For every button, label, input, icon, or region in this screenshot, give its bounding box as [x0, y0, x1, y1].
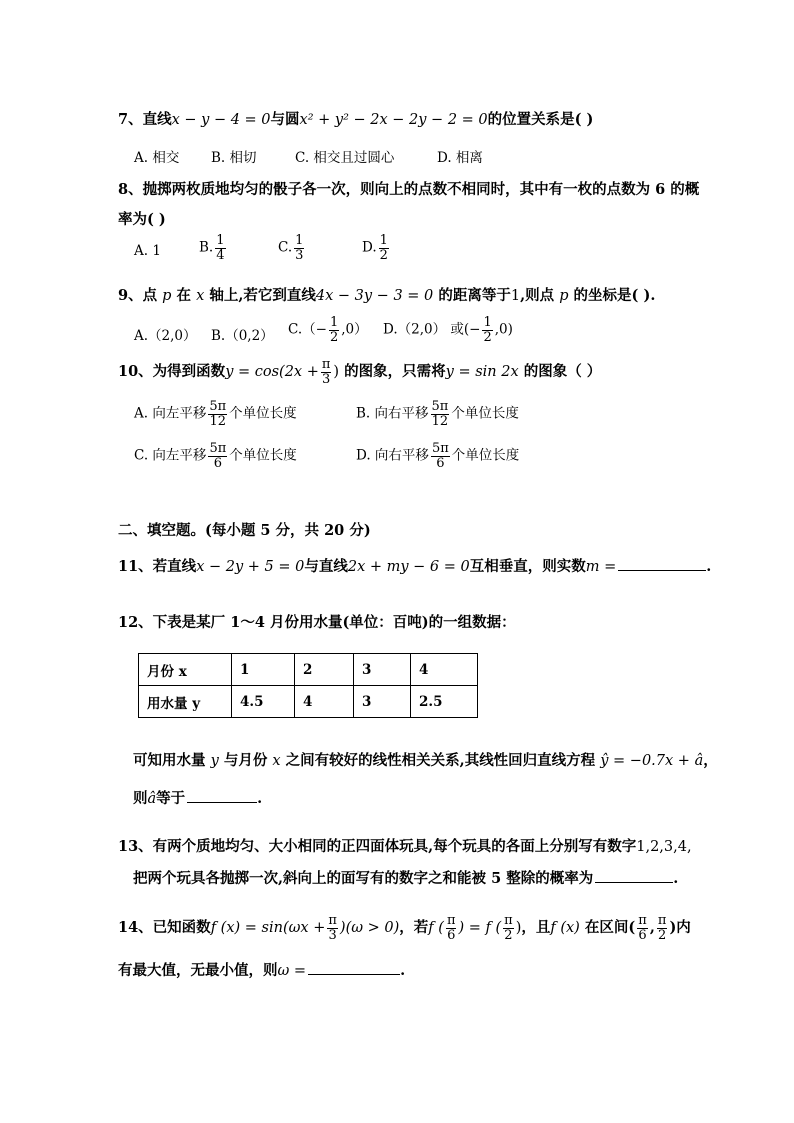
- q14-line2: 有最大值，无最小值，则ω = .: [118, 962, 406, 979]
- q7-circle-expr: x² + y² − 2x − 2y − 2 = 0: [299, 112, 488, 128]
- q11-answer-blank[interactable]: [618, 556, 706, 571]
- table-row: [139, 654, 478, 686]
- q9-option-c: C.（− $\frac{1}{2}$ ,0）: [288, 315, 368, 345]
- q10-option-d: D. 向右平移 $\frac{5\pi}{6}$ 个单位长度: [356, 441, 520, 471]
- q7-option-b: B. 相切: [211, 150, 257, 166]
- q10-option-c-fraction: $\frac{5\pi}{6}$: [209, 441, 227, 471]
- q13-line1: 13、有两个质地均匀、大小相同的正四面体玩具,每个玩具的各面上分别写有数字1,2,3,4,: [118, 838, 692, 855]
- q8-option-c-fraction: $\frac{1}{3}$: [295, 233, 304, 263]
- q7-option-c: C. 相交且过圆心: [295, 150, 395, 166]
- q10-option-b-fraction: $\frac{5\pi}{12}$: [431, 399, 449, 429]
- q8-option-b-fraction: $\frac{1}{4}$: [216, 233, 225, 263]
- table-cell: 3: [354, 654, 411, 686]
- water-usage-table: [138, 653, 478, 718]
- q8-option-b: B. $\frac{1}{4}$: [199, 233, 225, 263]
- q9-stem: 9、点 p 在 x 轴上,若它到直线4x − 3y − 3 = 0 的距离等于1,则点 p 的坐标是( ).: [118, 287, 656, 304]
- q7-option-a: A. 相交: [134, 150, 180, 166]
- q10-option-b: B. 向右平移 $\frac{5\pi}{12}$ 个单位长度: [356, 399, 519, 429]
- q8-line1: 8、抛掷两枚质地均匀的骰子各一次，则向上的点数不相同时，其中有一枚的点数为 6 的概: [118, 181, 700, 198]
- table-cell: 4.5: [232, 686, 295, 718]
- q10-option-c: C. 向左平移 $\frac{5\pi}{6}$ 个单位长度: [134, 441, 297, 471]
- q8-option-d: D. $\frac{1}{2}$: [362, 233, 388, 263]
- table-cell: 用水量 y: [139, 686, 232, 718]
- q10-func-fraction: $\frac{\pi}{3}$: [321, 357, 331, 387]
- q8-option-d-fraction: $\frac{1}{2}$: [379, 233, 388, 263]
- q13-line2: 把两个玩具各抛掷一次,斜向上的面写有的数字之和能被 5 整除的概率为 .: [133, 870, 679, 887]
- q14-f1-fraction: $\frac{\pi}{6}$: [446, 913, 456, 943]
- q14-answer-blank[interactable]: [308, 960, 400, 975]
- section-heading: 二、填空题。(每小题 5 分，共 20 分): [118, 522, 371, 539]
- table-cell: 2: [295, 654, 354, 686]
- table-cell: 4: [411, 654, 478, 686]
- q10-option-a: A. 向左平移 $\frac{5\pi}{12}$ 个单位长度: [134, 399, 297, 429]
- table-row: [139, 686, 478, 718]
- q7-option-d: D. 相离: [437, 150, 483, 166]
- q10-option-a-fraction: $\frac{5\pi}{12}$: [209, 399, 227, 429]
- q12-intro: 12、下表是某厂 1～4 月份用水量(单位：百吨)的一组数据：: [118, 614, 516, 631]
- q9-option-c-fraction: $\frac{1}{2}$: [329, 315, 339, 345]
- q14-line1: 14、已知函数f (x) = sin(ωx + $\frac{\pi}{3}$ )(ω > 0)，若f ( $\frac{\pi}{6}$ ) = f ( $\frac{\pi}{2}$ )，且f (x) 在区间( $\frac{\pi}{6}$ , $\frac{\pi}{2}$ )内: [118, 913, 691, 943]
- q7-stem: 7、直线x − y − 4 = 0与圆x² + y² − 2x − 2y − 2 = 0的位置关系是( ): [118, 111, 594, 128]
- q8-option-c: C. $\frac{1}{3}$: [278, 233, 304, 263]
- q14-interval-end: $\frac{\pi}{2}$: [657, 913, 667, 943]
- q13-answer-blank[interactable]: [595, 868, 673, 883]
- q8-line2: 率为( ): [118, 211, 166, 228]
- q14-interval-start: $\frac{\pi}{6}$: [638, 913, 647, 943]
- q12-line1: 可知用水量 y 与月份 x 之间有较好的线性相关关系,其线性回归直线方程 ŷ = −0.7x + â，: [133, 752, 718, 769]
- table-cell: 4: [295, 686, 354, 718]
- q9-option-b: B.（0,2）: [211, 328, 274, 344]
- q7-line-expr: x − y − 4 = 0: [171, 112, 271, 128]
- q11-stem: 11、若直线x − 2y + 5 = 0与直线2x + my − 6 = 0互相垂直，则实数m = .: [118, 558, 712, 575]
- table-cell: 2.5: [411, 686, 478, 718]
- q10-stem: 10、为得到函数y = cos(2x + $\frac{\pi}{3}$ ) 的图象，只需将y = sin 2x 的图象（ ）: [118, 357, 602, 387]
- q10-option-d-fraction: $\frac{5\pi}{6}$: [431, 441, 449, 471]
- q9-option-a: A.（2,0）: [134, 328, 197, 344]
- q14-f2-fraction: $\frac{\pi}{2}$: [504, 913, 513, 943]
- q12-regression-equation: ŷ = −0.7x + â: [600, 753, 704, 769]
- q9-option-d-fraction: $\frac{1}{2}$: [483, 315, 492, 345]
- q9-option-d: D.（2,0） 或(− $\frac{1}{2}$ ,0): [383, 315, 513, 345]
- q14-func-fraction: $\frac{\pi}{3}$: [328, 913, 337, 943]
- q12-line2: 则â等于 .: [133, 790, 263, 807]
- q12-answer-blank[interactable]: [187, 788, 257, 803]
- table-cell: 月份 x: [139, 654, 232, 686]
- q8-option-a: A. 1: [134, 243, 161, 259]
- table-cell: 1: [232, 654, 295, 686]
- table-cell: 3: [354, 686, 411, 718]
- q9-line-expr: 4x − 3y − 3 = 0: [315, 288, 434, 304]
